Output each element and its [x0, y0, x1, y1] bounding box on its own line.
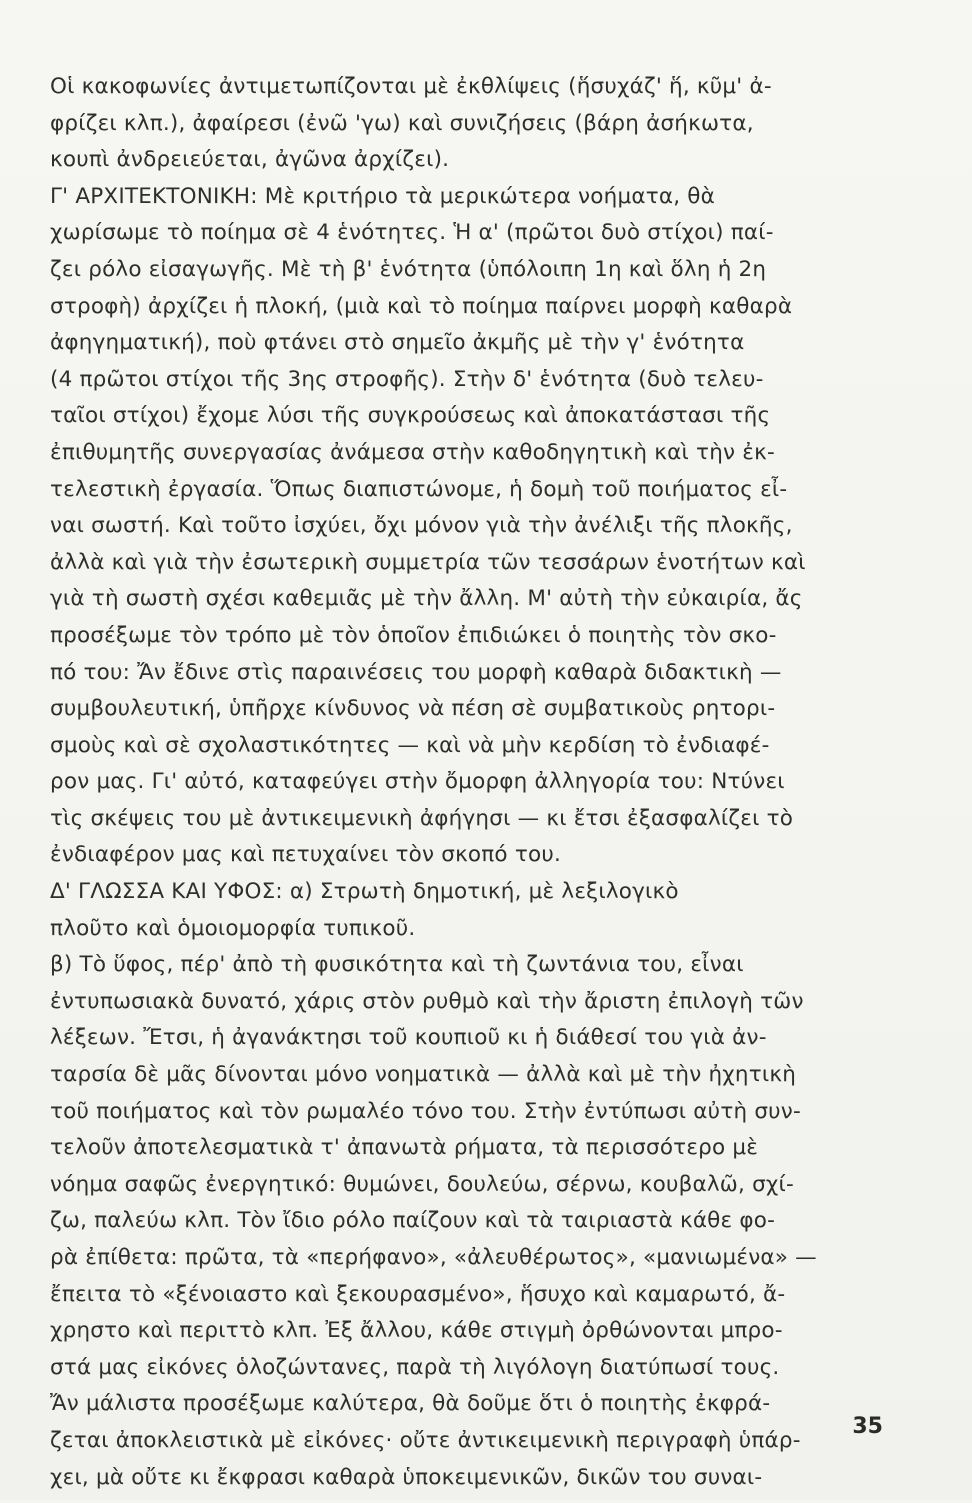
text-line: κουπὶ ἀνδρειεύεται, ἀγῶνα ἀρχίζει). [50, 147, 450, 173]
text-line: ἐπιθυμητῆς συνεργασίας ἀνάμεσα στὴν καθοδηγητικὴ καὶ τὴν ἐκ- [50, 439, 775, 465]
text-line: χει, μὰ οὔτε κι ἔκφρασι καθαρὰ ὑποκειμενικῶν, δικῶν του συναι- [50, 1464, 763, 1490]
text-line: ταῖοι στίχοι) ἔχομε λύσι τῆς συγκρούσεως καὶ ἀποκατάστασι τῆς [50, 403, 771, 429]
text-line: νόημα σαφῶς ἐνεργητικό: θυμώνει, δουλεύω, σέρνω, κουβαλῶ, σχί- [50, 1171, 794, 1197]
section-heading-language-style: Δ' ΓΛΩΣΣΑ ΚΑΙ ΥΦΟΣ: α) Στρωτὴ δημοτική, μὲ λεξιλογικὸ [50, 879, 679, 905]
text-line: τελεστικὴ ἐργασία. Ὅπως διαπιστώνομε, ἡ δομὴ τοῦ ποιήματος εἶ- [50, 476, 788, 502]
text-line: ζω, παλεύω κλπ. Τὸν ἴδιο ρόλο παίζουν καὶ τὰ ταιριαστὰ κάθε φο- [50, 1208, 776, 1234]
text-line: Ἄν μάλιστα προσέξωμε καλύτερα, θὰ δοῦμε ὅτι ὁ ποιητὴς ἐκφρά- [50, 1391, 771, 1417]
text-line: στά μας εἰκόνες ὁλοζώντανες, παρὰ τὴ λιγόλογη διατύπωσί τους. [50, 1354, 780, 1380]
text-line: προσέξωμε τὸν τρόπο μὲ τὸν ὁποῖον ἐπιδιώκει ὁ ποιητὴς τὸν σκο- [50, 622, 777, 648]
text-line: ρὰ ἐπίθετα: πρῶτα, τὰ «περήφανο», «ἀλευθέρωτος», «μανιωμένα» — [50, 1245, 817, 1270]
section-heading-architecture: Γ' ΑΡΧΙΤΕΚΤΟΝΙΚΗ: Μὲ κριτήριο τὰ μερικώτερα νοήματα, θὰ [50, 183, 716, 209]
text-line: β) Τὸ ὕφος, πέρ' ἀπὸ τὴ φυσικότητα καὶ τὴ ζωντάνια του, εἶναι [50, 952, 744, 978]
text-line: γιὰ τὴ σωστὴ σχέσι καθεμιᾶς μὲ τὴν ἄλλη. Μ' αὐτὴ τὴν εὐκαιρία, ἄς [50, 586, 803, 612]
text-line: Οἱ κακοφωνίες ἀντιμετωπίζονται μὲ ἐκθλίψεις (ἥσυχάζ' ἥ, κῦμ' ἀ- [50, 74, 772, 99]
text-line: (4 πρῶτοι στίχοι τῆς 3ης στροφῆς). Στὴν δ' ἑνότητα (δυὸ τελευ- [50, 366, 764, 392]
text-line: ἐνδιαφέρον μας καὶ πετυχαίνει τὸν σκοπό του. [50, 842, 561, 868]
text-line: τοῦ ποιήματος καὶ τὸν ρωμαλέο τόνο του. Στὴν ἐντύπωσι αὐτὴ συν- [50, 1098, 801, 1124]
text-line: σμοὺς καὶ σὲ σχολαστικότητες — καὶ νὰ μὴν κερδίση τὸ ἐνδιαφέ- [50, 732, 770, 758]
page-number: 35 [852, 1414, 883, 1439]
body-text [50, 76, 884, 1503]
text-line: τελοῦν ἀποτελεσματικὰ τ' ἀπανωτὰ ρήματα, τὰ περισσότερο μὲ [50, 1135, 759, 1161]
text-line: ναι σωστή. Καὶ τοῦτο ἰσχύει, ὄχι μόνον γιὰ τὴν ἀνέλιξι τῆς πλοκῆς, [50, 513, 793, 539]
text-line: συμβουλευτική, ὑπῆρχε κίνδυνος νὰ πέση σὲ συμβατικοὺς ρητορι- [50, 696, 776, 722]
text-line: ἀφηγηματική), ποὺ φτάνει στὸ σημεῖο ἀκμῆς μὲ τὴν γ' ἑνότητα [50, 330, 745, 356]
text-line: ταρσία δὲ μᾶς δίνονται μόνο νοηματικὰ — ἀλλὰ καὶ μὲ τὴν ἠχητικὴ [50, 1062, 797, 1088]
text-line: φρίζει κλπ.), ἀφαίρεσι (ἐνῶ 'γω) καὶ συνιζήσεις (βάρη ἀσήκωτα, [50, 110, 754, 136]
text-line: ἀλλὰ καὶ γιὰ τὴν ἐσωτερικὴ συμμετρία τῶν τεσσάρων ἑνοτήτων καὶ [50, 549, 806, 575]
text-line: ζει ρόλο εἰσαγωγῆς. Μὲ τὴ β' ἑνότητα (ὑπόλοιπη 1η καὶ ὅλη ἡ 2η [50, 256, 767, 282]
text-line: ρον μας. Γι' αὐτό, καταφεύγει στὴν ὄμορφη ἀλληγορία του: Ντύνει [50, 769, 785, 795]
text-line: ζεται ἀποκλειστικὰ μὲ εἰκόνες· οὔτε ἀντικειμενικὴ περιγραφὴ ὑπάρ- [50, 1427, 801, 1453]
text-line: πό του: Ἄν ἔδινε στὶς παραινέσεις του μορφὴ καθαρὰ διδακτικὴ — [50, 659, 782, 685]
text-line: τὶς σκέψεις του μὲ ἀντικειμενικὴ ἀφήγησι — κι ἔτσι ἐξασφαλίζει τὸ [50, 805, 794, 831]
text-line: στροφὴ) ἀρχίζει ἡ πλοκή, (μιὰ καὶ τὸ ποίημα παίρνει μορφὴ καθαρὰ [50, 293, 793, 319]
text-line: ἐντυπωσιακὰ δυνατό, χάρις στὸν ρυθμὸ καὶ τὴν ἄριστη ἐπιλογὴ τῶν [50, 988, 804, 1014]
text-line: λέξεων. Ἔτσι, ἡ ἀγανάκτησι τοῦ κουπιοῦ κι ἡ διάθεσί του γιὰ ἀν- [50, 1025, 767, 1051]
text-line: πλοῦτο καὶ ὁμοιομορφία τυπικοῦ. [50, 915, 416, 941]
text-line: χωρίσωμε τὸ ποίημα σὲ 4 ἑνότητες. Ἡ α' (πρῶτοι δυὸ στίχοι) παί- [50, 220, 774, 246]
text-line: χρηστο καὶ περιττὸ κλπ. Ἐξ ἄλλου, κάθε στιγμὴ ὀρθώνονται μπρο- [50, 1318, 783, 1344]
text-line: ἔπειτα τὸ «ξένοιαστο καὶ ξεκουρασμένο», ἥσυχο καὶ καμαρωτό, ἄ- [50, 1281, 786, 1307]
